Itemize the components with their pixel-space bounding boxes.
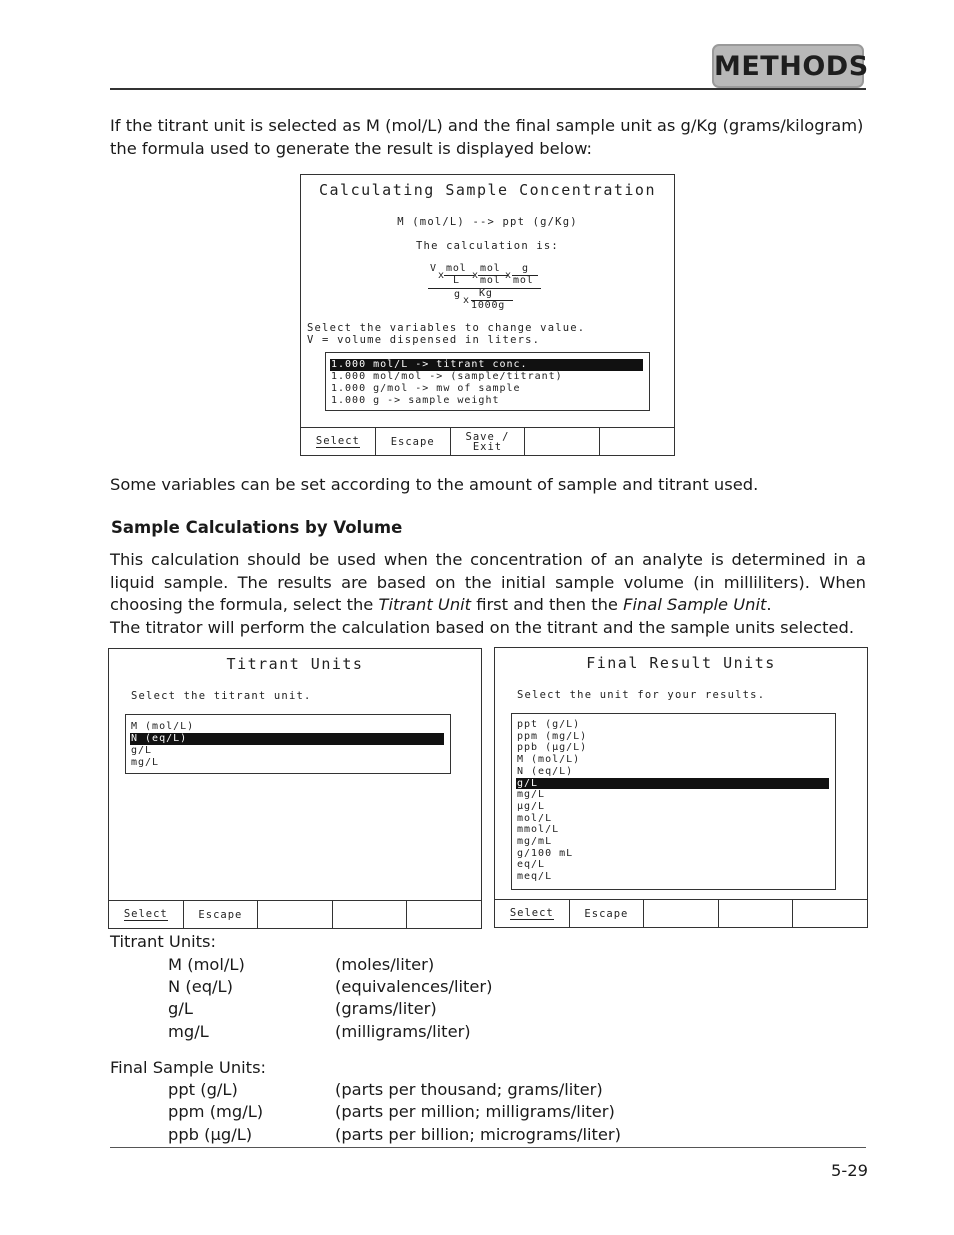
- body-text-2: first and then the: [471, 595, 624, 614]
- formula-times-3: x: [505, 270, 512, 281]
- unit-description: (parts per thousand; grams/liter): [335, 1080, 603, 1099]
- list-item[interactable]: mg/L: [131, 757, 160, 768]
- escape-button[interactable]: Escape: [570, 900, 645, 927]
- unit-name: mg/L: [168, 1022, 209, 1041]
- body-text-1: This calculation should be used when the concentration of an analyte is determined in a liquid sample. The results are based on the initial sample volume (in milliliters). When choosing the formula, select the: [110, 550, 866, 614]
- body-em-final-sample-unit: Final Sample Unit: [623, 595, 767, 614]
- softkey-5[interactable]: [600, 428, 674, 455]
- list-item[interactable]: mmol/L: [517, 824, 560, 836]
- softkey-3[interactable]: [644, 900, 719, 927]
- footer-rule: [110, 1147, 866, 1148]
- final-result-units-screen: [494, 647, 868, 928]
- formula-mol-2: mol: [480, 263, 501, 274]
- escape-button[interactable]: Escape: [184, 901, 259, 928]
- unit-description: (milligrams/liter): [335, 1022, 471, 1041]
- calc-softkeys: [301, 427, 674, 455]
- result-units-list: [511, 713, 836, 890]
- list-item[interactable]: mg/mL: [517, 836, 553, 847]
- body-em-titrant-unit: Titrant Unit: [378, 595, 472, 614]
- formula-l: L: [453, 275, 460, 286]
- titrant-screen-title: Titrant Units: [226, 655, 364, 673]
- formula-mol-1: mol: [446, 263, 467, 274]
- list-item[interactable]: ppb (µg/L): [517, 742, 588, 754]
- list-item[interactable]: 1.000 mol/L -> titrant conc.: [330, 359, 643, 371]
- list-item[interactable]: M (mol/L): [517, 754, 581, 766]
- list-item[interactable]: ppm (mg/L): [517, 730, 588, 742]
- section-badge: METHODS: [712, 44, 864, 88]
- list-item[interactable]: N (eq/L): [517, 765, 574, 777]
- titrant-units-heading: Titrant Units:: [110, 932, 217, 951]
- select-button[interactable]: Select: [301, 428, 376, 455]
- calc-screen: [300, 174, 675, 456]
- formula-times-2: x: [472, 270, 479, 281]
- unit-name: M (mol/L): [168, 955, 245, 974]
- calc-instruction-2: V = volume dispensed in liters.: [307, 334, 541, 346]
- result-prompt: Select the unit for your results.: [517, 689, 766, 701]
- result-screen-title: Final Result Units: [586, 654, 776, 672]
- unit-description: (parts per million; milligrams/liter): [335, 1102, 615, 1121]
- page-number: 5-29: [831, 1161, 868, 1180]
- list-item[interactable]: mol/L: [517, 812, 553, 824]
- list-item[interactable]: g/L: [516, 778, 829, 790]
- titrant-softkeys: [109, 900, 481, 928]
- unit-description: (equivalences/liter): [335, 977, 493, 996]
- calc-instruction-1: Select the variables to change value.: [307, 322, 586, 334]
- list-item[interactable]: 1.000 g/mol -> mw of sample: [331, 383, 521, 394]
- softkey-3[interactable]: [258, 901, 333, 928]
- unit-name: ppb (µg/L): [168, 1125, 253, 1144]
- list-item[interactable]: g/100 mL: [517, 847, 574, 859]
- formula-1000g: 1000g: [471, 300, 506, 311]
- body-text-3: .: [766, 595, 772, 614]
- titrant-prompt: Select the titrant unit.: [131, 690, 312, 702]
- save-exit-button[interactable]: Save / Exit: [451, 428, 526, 455]
- body-paragraph: [110, 549, 866, 617]
- titrant-units-list: [125, 714, 451, 774]
- formula-kg: Kg: [479, 288, 493, 299]
- section-heading: Sample Calculations by Volume: [111, 518, 403, 537]
- list-item[interactable]: g/L: [131, 745, 153, 756]
- formula-mol-4: mol: [513, 275, 534, 286]
- final-units-heading: Final Sample Units:: [110, 1058, 267, 1077]
- list-item[interactable]: 1.000 mol/mol -> (sample/titrant): [331, 371, 563, 382]
- softkey-5[interactable]: [407, 901, 481, 928]
- formula-g-1: g: [522, 263, 529, 274]
- result-softkeys: [495, 899, 867, 927]
- softkey-4[interactable]: [719, 900, 794, 927]
- formula-g-2: g: [454, 289, 461, 300]
- list-item[interactable]: M (mol/L): [131, 721, 195, 732]
- unit-name: N (eq/L): [168, 977, 233, 996]
- list-item[interactable]: meq/L: [517, 871, 553, 883]
- list-item[interactable]: N (eq/L): [130, 733, 444, 745]
- list-item[interactable]: eq/L: [517, 859, 546, 871]
- select-button[interactable]: Select: [495, 900, 570, 927]
- softkey-5[interactable]: [793, 900, 867, 927]
- list-item[interactable]: ppt (g/L): [517, 719, 581, 730]
- calc-label: The calculation is:: [416, 240, 559, 252]
- unit-description: (moles/liter): [335, 955, 435, 974]
- header-rule: [110, 88, 866, 90]
- escape-button[interactable]: Escape: [376, 428, 451, 455]
- unit-name: ppm (mg/L): [168, 1102, 264, 1121]
- formula-times-1: x: [438, 270, 445, 281]
- titrant-units-screen: [108, 648, 482, 929]
- intro-paragraph: If the titrant unit is selected as M (mol/L) and the final sample unit as g/Kg (grams/kilogram) the formula used to generate the result is displayed below:: [110, 116, 864, 158]
- list-item[interactable]: µg/L: [517, 800, 546, 812]
- unit-name: g/L: [168, 999, 193, 1018]
- softkey-4[interactable]: [333, 901, 408, 928]
- select-button[interactable]: Select: [109, 901, 184, 928]
- softkey-4[interactable]: [525, 428, 600, 455]
- unit-name: ppt (g/L): [168, 1080, 238, 1099]
- calc-conversion: M (mol/L) --> ppt (g/Kg): [397, 216, 578, 228]
- list-item[interactable]: mg/L: [517, 789, 546, 801]
- variables-note: Some variables can be set according to the amount of sample and titrant used.: [110, 475, 759, 494]
- calc-variables-list: [325, 352, 650, 411]
- formula-v: V: [430, 263, 437, 274]
- unit-description: (grams/liter): [335, 999, 437, 1018]
- body-paragraph-2: The titrator will perform the calculation based on the titrant and the sample units selected.: [110, 618, 855, 637]
- calc-screen-title: Calculating Sample Concentration: [319, 181, 656, 199]
- unit-description: (parts per billion; micrograms/liter): [335, 1125, 621, 1144]
- formula-times-4: x: [463, 295, 470, 306]
- formula-mol-3: mol: [480, 275, 501, 286]
- list-item[interactable]: 1.000 g -> sample weight: [331, 395, 500, 406]
